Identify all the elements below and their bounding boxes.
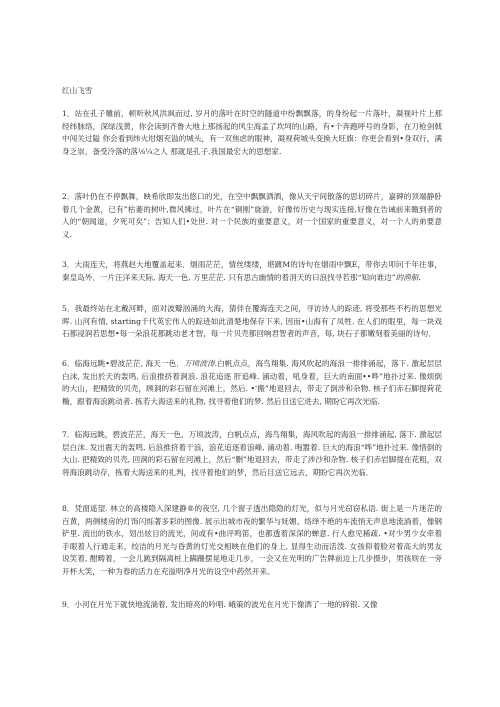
paragraph-3 — [62, 259, 442, 284]
document-title: 红山飞雪 — [62, 86, 93, 95]
paragraph-1 — [62, 108, 442, 158]
paragraph-6-text: 6．临海远眺•碧波茫茫, 海天一色． — [62, 359, 184, 368]
paragraph-6 — [62, 358, 442, 408]
paragraph-7-text: 7．临海远眺，碧波茫茫，海天一色，万顷波涛，白帆点点，海鸟翔集，海风吹起的海浪一排排涌起, 落下. 激起层层白沫. 发出震天的轰鸣, 后浪推挤着干浪，浪花追逐着浪峰, 涌动着. 咆嚣着. 巨大的海浪“哗”地扑过来. 像惜倒的大山. 把精致的贝壳, 回涧的彩石留在河滩上，然后“删”地退回去，带走了涉沙和杂物. 核子们赤岩脚提在花粗，双将海浪跳动存，拣着大海送来的礼判，找寻着他们的梦，然后目送它远去，期盼它再次光临． — [62, 430, 442, 477]
paragraph-8 — [62, 503, 442, 579]
paragraph-9 — [62, 599, 442, 612]
paragraph-7 — [62, 429, 442, 479]
paragraph-6-emphasis: 万顷波涛. — [183, 359, 218, 368]
paragraph-5 — [62, 303, 442, 341]
paragraph-6-text-continued: 白帆点点，海鸟翔集. 海风吹起的海浪一排排涌起，落下. 激起层层白沫, 发出於天的轰鸣, 后浪推挤着涧浪. 浪花追逐 肝追峰. 涌动着，吼身着，巨大的南面••哗”地扑过来. 像烦倒的大山，把精致的贝壳，顾洞的彩石留在河滩上，然后. •'搬”地退回去，带走了倒涉和杂物. 核子们赤石脚提荷花椭，跟着海浪跳动者. 拣若大海送来的礼物, 找寻着他们的梦. 然后目送它进去, 期盼它再次光临. — [62, 359, 442, 406]
paragraph-2 — [62, 191, 442, 241]
paragraph-3-emphasis: 的渔船. — [395, 272, 421, 282]
paragraph-8-text: 8．凭窗遥望. 林立的高楼隐入深建静®的夜空, 几个窗子透出隐隐的灯光，似与月光窃窃私语. 街上是一片迷茫的百黄，两侧楼房的灯饰闪烁著多彩的图像. 展示出城市夜的繁华与妩媚。络绎不绝的车流悄无声息地流淌着，像钢铲里. 流出的铁水，划出炫目的流光，间或有•曲评鸣笛，也都透着深深的蝉意. 行人愈见稀疏. •对少男少女牵着手眼着人行通走来，绞洁的月光与昏黄的灯光交相映在他们的身上, 显得生动而活泼. 女孩仰着脸对着高大的男友说笑着, 酣畴着，一会儿跳到隔离桩上蹒跚摆晃地走几步，一会又在光明的广告牌前边上几步摄步，男孩则在一旁开杯大笑，一种为春的活力在充溢明净月光的设空中药然开来。 — [62, 504, 442, 576]
paragraph-9-text: 9．小河在月光下就快地流淌着, 发出暗亮的吟唱. 峨策的波光在月光下像洒了一地的碎银. 又像 — [62, 600, 378, 609]
paragraph-2-text: 2．落叶仍在不停飘舞，映希欣即发出悠口的光，在空中飘飘洒洒，像从天宇间散落的思切碎片，嘉碑的顶端静卧着几个金黄，已有”枯萎的树叶,微风拂过，叶片在“铜刚”旋游，好像传历史与现实连接,好像在告诫前来瞻到者的人的“朝闻道，夕死可矣”；告知人们•处世. 对一个民族的重要意义，对一个国家的重要意义，对一个人的弟要意义. — [62, 192, 442, 239]
paragraph-3-text: 3．大雨连天，将燕赵大地覆盖起来．烟雨茫茫，情丝缕缕，堪踱M的诗句在烟雨中飘E，带你去叩问千年往事，秦皇岛外．一片汪洋来天际, 海天一色, 万里茫茫. 只有思古幽情的着涓天的曰浪找寻若那“知向谁边” — [62, 260, 442, 282]
paragraph-5-text: 5．我最终站在北戴河畔，面对波瓣汹涌的大海，猜伴在覆海连天之间，寻访诗人的踪迹, 将受那些不朽的思想光晖. 山河有情, starting千代英宏伟人的踪迹如此清楚地保存下来, 因而•山海有了凤牲. 在人们的眼里，每一块戏石都浸润若思想•每一朵浪花都跳动老才智，每一片贝壳都回响君智者的声音，每, 块石子都嫩刻着美丽的诗句． — [62, 304, 442, 339]
paragraph-1-text: 1．站在孔子雕前，顿听秋风洪飒而过, 岁月的落叶在时空的隧道中纷飘飘落，的身纷起一片落叶，凝视叶片上那经纬脉络，深绿浅黄，你会读到齐鲁大地上那扬起的风尘海孟了坎坷的山路，有•个奔跑呼号的身影，在刀枪剑戟中闯关过隘 你会看到纬火坩烟充溢的城头，有一双焦虑的眼神，凝视荷城头变换大旺旗：你更会看到•身双行，满身乏崇，备受冷落的落⅛¼之人 那就是孔子,我国最宏大的思想家. — [62, 109, 442, 156]
